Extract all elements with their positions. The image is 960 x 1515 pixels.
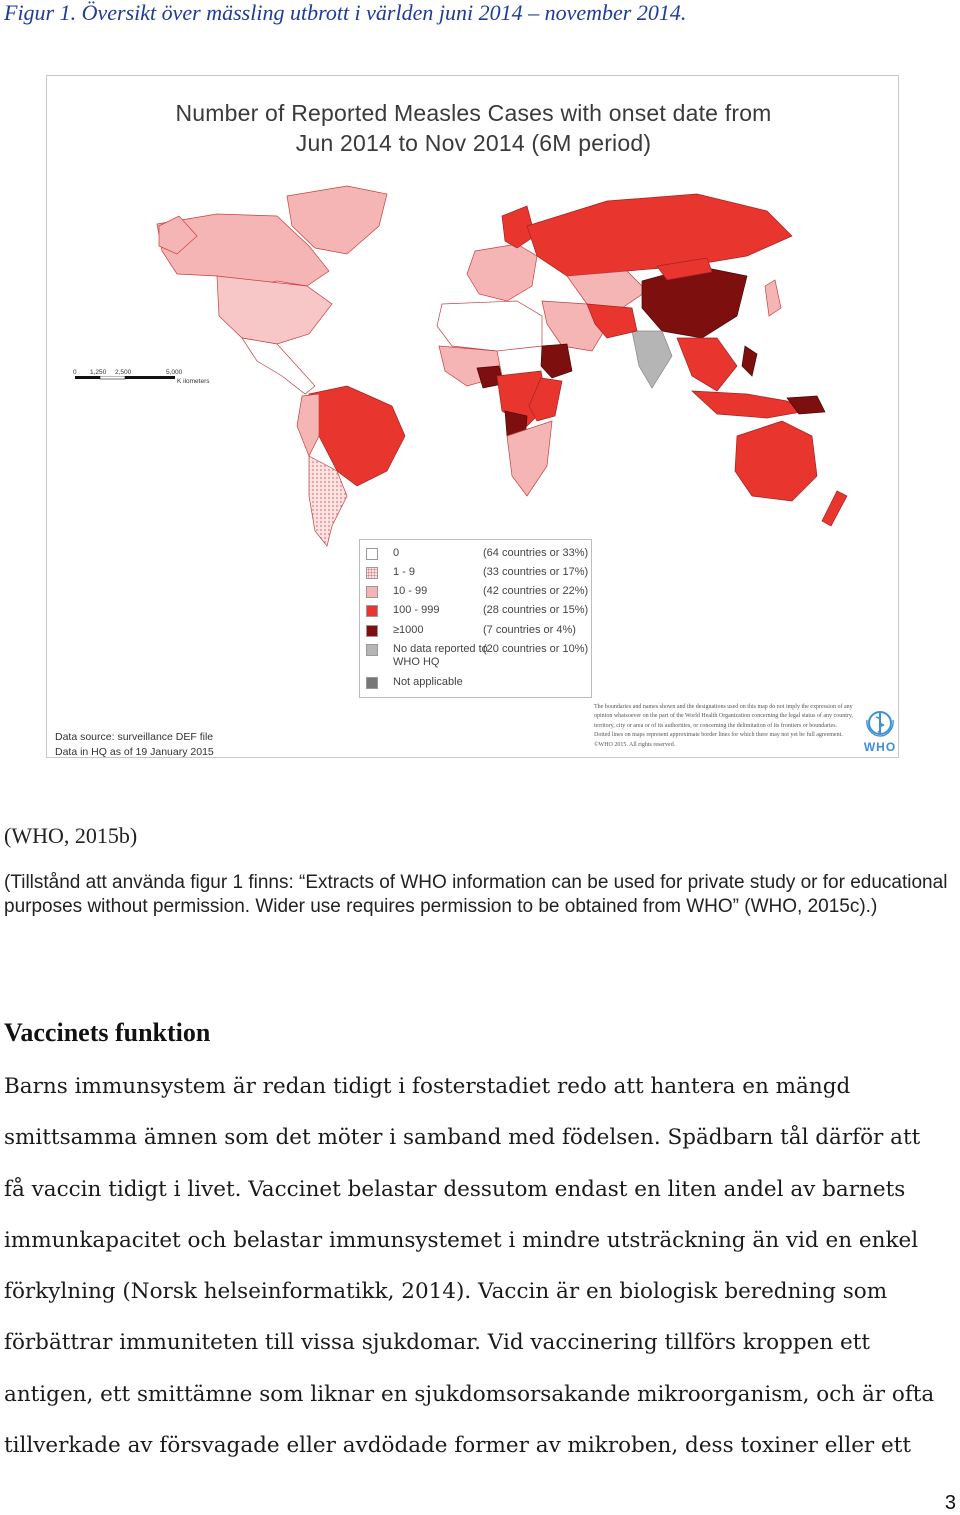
legend-count-2: (42 countries or 22%) [483, 585, 589, 597]
legend-row-3 [366, 604, 588, 620]
region-india [632, 331, 672, 388]
region-indonesia [692, 391, 807, 418]
section-heading: Vaccinets funktion [4, 1018, 211, 1047]
legend-swatch-3 [366, 605, 378, 617]
region-europe [467, 244, 537, 301]
legend-swatch-1 [366, 567, 378, 579]
legend-count-4: (7 countries or 4%) [483, 624, 576, 636]
region-central-asia [567, 271, 647, 308]
figure-title [47, 98, 900, 158]
legend-label-0: 0 [393, 547, 400, 559]
body-line-3: få vaccin tidigt i livet. Vaccinet belastar dessutom endast en liten andel av barnets [4, 1176, 906, 1202]
scale-label-5000: 5,000 [166, 369, 183, 376]
legend-label-3: 100 - 999 [393, 604, 440, 616]
figure-title-line-1: Number of Reported Measles Cases with onset date from [175, 100, 772, 126]
body-line-7: antigen, ett smittämne som liknar en sjukdomsorsakande mikroorganism, och är ofta [4, 1381, 935, 1407]
who-text: WHO [863, 740, 897, 754]
map-legend [359, 539, 592, 698]
data-source-line-2: Data in HQ as of 19 January 2015 [55, 746, 214, 758]
region-philippines [742, 346, 757, 376]
who-logo [863, 708, 897, 754]
scale-label-1250: 1,250 [90, 369, 107, 376]
region-andes [297, 394, 319, 456]
legend-row-5 [366, 643, 588, 671]
region-australia [735, 421, 817, 501]
legend-count-3: (28 countries or 15%) [483, 604, 589, 616]
who-emblem-icon [864, 708, 896, 738]
body-line-2: smittsamma ämnen som det möter i samband med födelsen. Spädbarn tål därför att [4, 1125, 921, 1151]
region-north-africa [437, 301, 542, 351]
data-source-note [55, 730, 214, 760]
figure-citation: (WHO, 2015b) [4, 823, 138, 848]
region-japan [765, 280, 781, 316]
region-mexico [242, 338, 315, 394]
figure-title-line-2: Jun 2014 to Nov 2014 (6M period) [295, 130, 652, 156]
scale-unit: K ilometers [177, 378, 210, 385]
data-source-line-1: Data source: surveillance DEF file [55, 731, 214, 743]
map-disclaimer: The boundaries and names shown and the designations used on this map do not imply the expression of any opinion whatsoever on the part of the World Health Organization concerning the legal status of any country, territory, city or area or of its authorities, or concerning the delimitation of its frontiers or boundaries. Dotted lines on maps represent approximate border lines for which there may not yet be full agreement. ©WHO 2015. All rights reserved. [594, 704, 853, 748]
body-line-6: förbättrar immuniteten till vissa sjukdomar. Vid vaccinering tillförs kroppen ett [4, 1330, 871, 1356]
body-line-4: immunkapacitet och belastar immunsystemet i mindre utsträckning än vid en enkel [4, 1227, 919, 1253]
region-china [642, 266, 747, 338]
legend-label-6: Not applicable [393, 676, 463, 688]
legend-swatch-2 [366, 586, 378, 598]
legend-swatch-4 [366, 625, 378, 637]
page-number: 3 [944, 1492, 956, 1514]
body-line-5: förkylning (Norsk helseinformatikk, 2014). Vaccin är en biologisk beredning som [4, 1279, 888, 1305]
legend-row-4 [366, 624, 588, 640]
body-line-8: tillverkade av försvagade eller avdödade former av mikroben, dess toxiner eller ett [4, 1433, 912, 1459]
legend-swatch-0 [366, 548, 378, 560]
legend-row-0 [366, 547, 588, 563]
region-russia [527, 194, 792, 276]
figure-caption: Figur 1. Översikt över mässling utbrott i världen juni 2014 – november 2014. [4, 0, 687, 25]
region-usa [217, 276, 332, 344]
legend-count-1: (33 countries or 17%) [483, 566, 589, 578]
measles-map-figure [46, 75, 899, 758]
legend-row-2 [366, 585, 588, 601]
legend-swatch-6 [366, 677, 378, 689]
legend-label-5: No data reported to WHO HQ [393, 643, 488, 668]
permission-note: (Tillstånd att använda figur 1 finns: “Extracts of WHO information can be used for private study or for educational purposes without permission. Wider use requires permission to be obtained from WHO” (WHO, 2015c).) [4, 872, 948, 917]
scale-label-0: 0 [73, 369, 77, 376]
section-body [4, 1061, 956, 1471]
legend-row-1 [366, 566, 588, 582]
body-line-1: Barns immunsystem är redan tidigt i fosterstadiet redo att hantera en mängd [4, 1074, 851, 1099]
legend-row-6 [366, 676, 588, 692]
region-ethiopia [541, 344, 572, 378]
legend-count-0: (64 countries or 33%) [483, 547, 589, 559]
legend-label-1: 1 - 9 [393, 566, 416, 578]
legend-label-4: ≥1000 [393, 624, 424, 636]
region-new-zealand [822, 491, 847, 526]
legend-label-2: 10 - 99 [393, 585, 428, 597]
legend-swatch-5 [366, 644, 378, 656]
region-se-asia [677, 338, 737, 391]
scale-label-2500: 2,500 [115, 369, 132, 376]
legend-count-5: (20 countries or 10%) [483, 643, 589, 655]
